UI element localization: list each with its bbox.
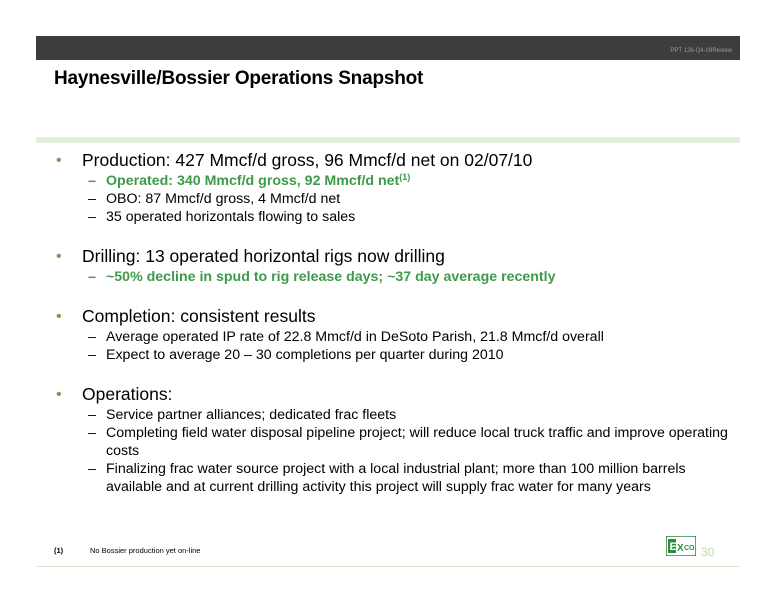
document-code: PPT 126-Q4-09Review xyxy=(670,48,732,54)
title-divider xyxy=(36,137,740,143)
sub-bullet-text: 35 operated horizontals flowing to sales xyxy=(106,209,356,225)
bullet-text: Operations: xyxy=(82,384,173,404)
bullet-dot-icon: • xyxy=(56,248,62,265)
footnote xyxy=(54,546,200,555)
sub-bullet-text: Service partner alliances; dedicated frac fleets xyxy=(106,407,397,423)
footer-rule xyxy=(36,566,740,567)
sub-bullet-list xyxy=(82,172,736,226)
dash-icon: – xyxy=(88,347,96,363)
exco-logo xyxy=(666,536,696,556)
bullet-item xyxy=(56,150,736,226)
bullet-item xyxy=(56,246,736,286)
sub-bullet-list xyxy=(82,328,736,364)
bullet-text: Completion: consistent results xyxy=(82,306,316,326)
sub-bullet-text: OBO: 87 Mmcf/d gross, 4 Mmcf/d net xyxy=(106,191,341,207)
sub-bullet-text: Operated: 340 Mmcf/d gross, 92 Mmcf/d net xyxy=(106,173,400,189)
bullet-text: Production: 427 Mmcf/d gross, 96 Mmcf/d net on 02/07/10 xyxy=(82,150,533,170)
sub-bullet xyxy=(82,424,736,460)
highlighted-sub-bullet xyxy=(82,172,736,190)
bullet-list xyxy=(56,150,736,496)
footnote-reference: (1) xyxy=(399,172,411,182)
bullet-dot-icon: • xyxy=(56,308,62,325)
sub-bullet-list xyxy=(82,268,736,286)
bullet-item xyxy=(56,306,736,364)
sub-bullet-text: Completing field water disposal pipeline project; will reduce local truck traffic and improve operating costs xyxy=(106,425,728,459)
svg-text:E: E xyxy=(669,541,677,553)
dash-icon: – xyxy=(88,191,96,207)
dash-icon: – xyxy=(88,461,96,477)
bullet-item xyxy=(56,384,736,496)
slide-title: Haynesville/Bossier Operations Snapshot xyxy=(54,68,424,89)
sub-bullet xyxy=(82,328,736,346)
footnote-marker: (1) xyxy=(54,546,64,555)
sub-bullet xyxy=(82,346,736,364)
dash-icon: – xyxy=(88,425,96,441)
svg-text:X: X xyxy=(677,543,684,554)
dash-icon: – xyxy=(88,209,96,225)
bullet-dot-icon: • xyxy=(56,152,62,169)
highlighted-sub-bullet xyxy=(82,268,736,286)
bullet-dot-icon: • xyxy=(56,386,62,403)
footnote-text: No Bossier production yet on-line xyxy=(90,546,201,555)
dash-icon: – xyxy=(88,269,96,285)
sub-bullet xyxy=(82,208,736,226)
bullet-text: Drilling: 13 operated horizontal rigs now drilling xyxy=(82,246,445,266)
dash-icon: – xyxy=(88,173,96,189)
sub-bullet-text: Average operated IP rate of 22.8 Mmcf/d in DeSoto Parish, 21.8 Mmcf/d overall xyxy=(106,329,604,345)
header-bar xyxy=(36,36,740,60)
dash-icon: – xyxy=(88,407,96,423)
sub-bullet xyxy=(82,460,736,496)
svg-text:CO: CO xyxy=(684,545,695,552)
sub-bullet-text: ~50% decline in spud to rig release days; ~37 day average recently xyxy=(106,269,556,285)
sub-bullet-list xyxy=(82,406,736,496)
sub-bullet-text: Finalizing frac water source project with a local industrial plant; more than 100 million barrels available and at current drilling activity this project will supply frac water for many years xyxy=(106,461,686,495)
sub-bullet xyxy=(82,406,736,424)
sub-bullet-text: Expect to average 20 – 30 completions per quarter during 2010 xyxy=(106,347,504,363)
page-number: 30 xyxy=(701,545,715,559)
sub-bullet xyxy=(82,190,736,208)
dash-icon: – xyxy=(88,329,96,345)
